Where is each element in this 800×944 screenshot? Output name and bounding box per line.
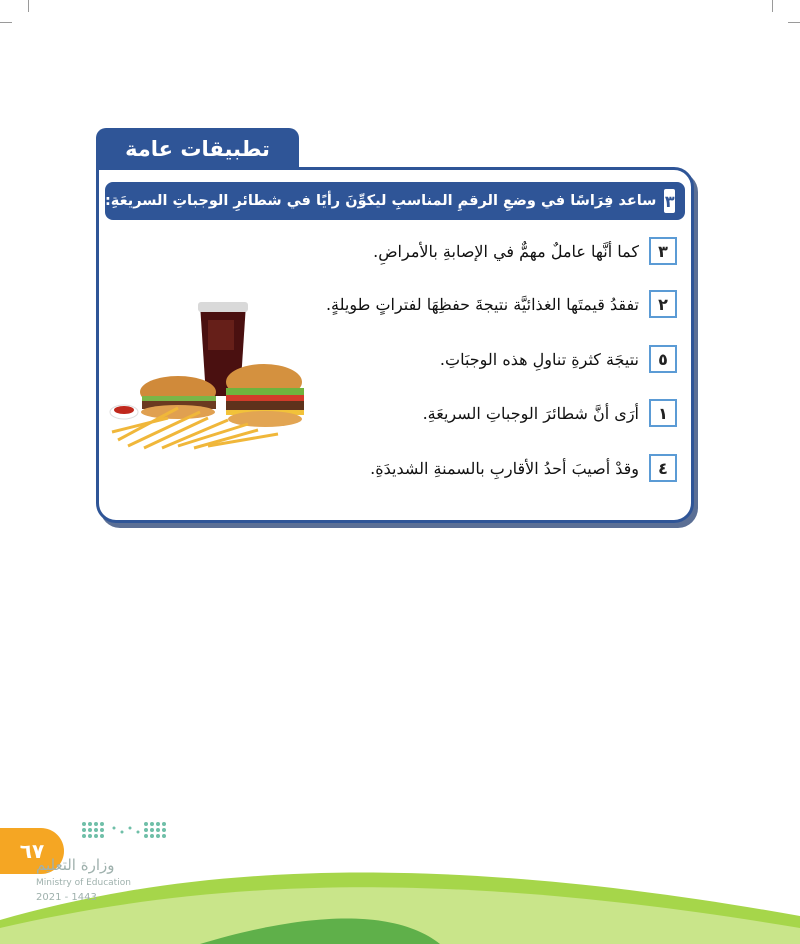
- item-text: كما أنَّها عاملٌ مهمٌّ في الإصابةِ بالأمراضِ.: [373, 241, 639, 261]
- list-item: [440, 344, 677, 374]
- ministry-name-en: Ministry of Education: [36, 878, 131, 888]
- item-number-box[interactable]: ١: [649, 399, 677, 427]
- crop-mark: [788, 22, 800, 23]
- list-item: [326, 289, 677, 319]
- section-title: تطبيقات عامة: [125, 137, 270, 161]
- item-text: وقدْ أصيبَ أحدُ الأقاربِ بالسمنةِ الشديدَةِ.: [370, 458, 639, 478]
- list-item: [370, 453, 677, 483]
- item-number-box[interactable]: ٥: [649, 345, 677, 373]
- item-text: نتيجَة كثرةِ تناولِ هذه الوجبَاتِ.: [439, 349, 639, 369]
- exercise-header: [105, 182, 685, 220]
- list-item: [373, 236, 677, 266]
- crop-mark: [772, 0, 773, 12]
- page-number: ٦٧: [19, 839, 45, 863]
- ministry-logo-icon: [78, 818, 174, 848]
- item-number-box[interactable]: ٣: [649, 237, 677, 265]
- item-number-box[interactable]: ٢: [649, 290, 677, 318]
- list-item: [423, 398, 677, 428]
- crop-mark: [28, 0, 29, 12]
- ministry-name-ar: وزارة التعليم: [36, 856, 115, 874]
- item-text: أرَى أنَّ شطائرَ الوجباتِ السريعَةِ.: [422, 403, 639, 423]
- crop-mark: [0, 22, 12, 23]
- item-text: تفقدُ قيمتَها الغذائيَّة نتيجةَ حفظِهَا لفتراتٍ طويلةٍ.: [325, 294, 639, 314]
- decorative-swoosh: [0, 858, 800, 944]
- edition-year: 2021 - 1443: [36, 892, 97, 903]
- fast-food-illustration: [108, 300, 322, 450]
- item-number-box[interactable]: ٤: [649, 454, 677, 482]
- exercise-number: ٣: [664, 189, 675, 213]
- section-title-tab: [96, 128, 299, 170]
- exercise-instruction: ساعد فِرَاسًا في وضعِ الرقمِ المناسبِ ليكوِّنَ رأيًا في شطائرِ الوجباتِ السريعَةِ:: [105, 193, 657, 209]
